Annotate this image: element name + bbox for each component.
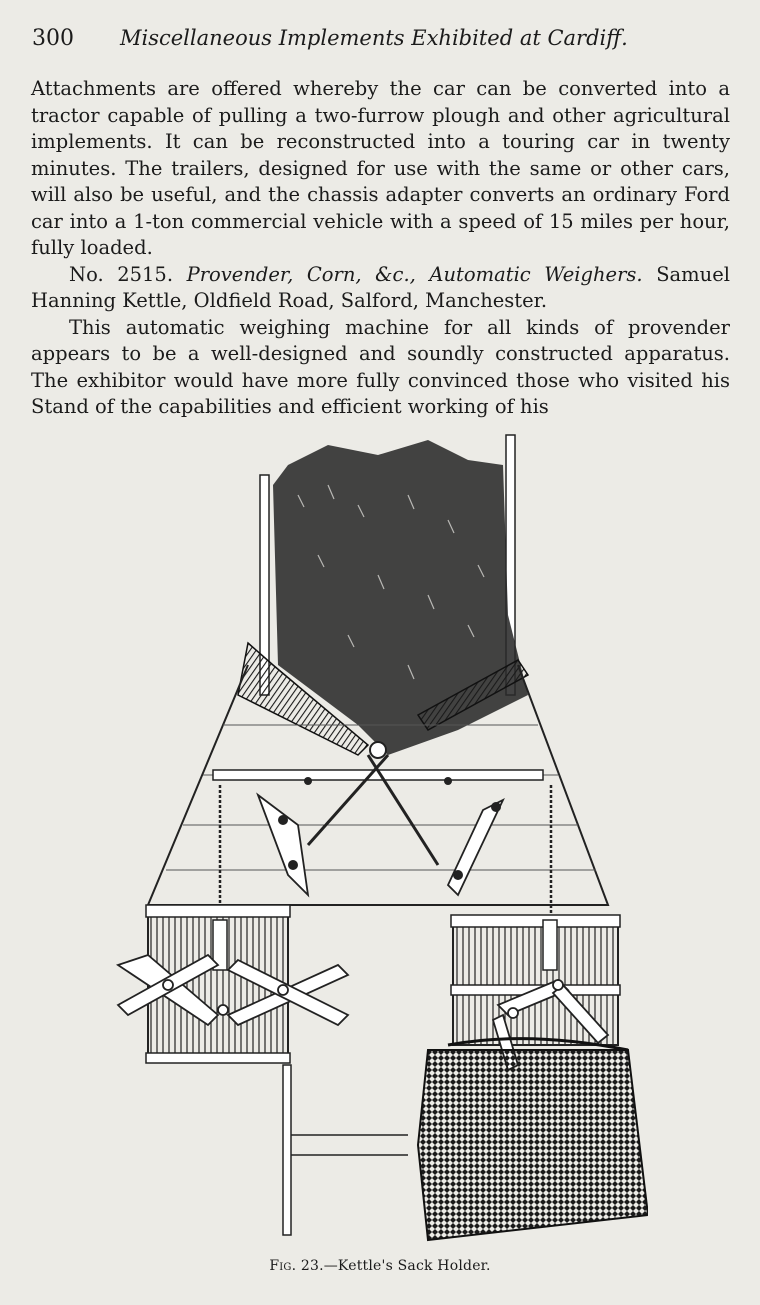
running-title: Miscellaneous Implements Exhibited at Cardiff. [120,26,628,50]
entry-title: Provender, Corn, &c., Automatic Weighers. [186,262,643,286]
body-text [31,76,730,421]
figure-caption-text: —Kettle's Sack Holder. [323,1258,491,1274]
entry-heading [31,262,730,315]
figure-caption [0,1258,760,1274]
paragraph-weighing-machine: This automatic weighing machine for all kinds of provender appears to be a well-designed and soundly constructed apparatus. The exhibitor would have more fully convinced those who visited his Stand of the capabilities and efficient working of his [31,315,730,418]
page-number: 300 [32,26,74,51]
running-header [32,26,732,56]
entry-exhibitor: Samuel Hanning Kettle, Oldfield Road, Salford, Manchester. [31,262,730,312]
figure-caption-label: Fig. 23. [269,1258,324,1274]
entry-number: No. 2515. [69,262,174,286]
sack-holder-illustration [108,425,648,1245]
paragraph-attachments: Attachments are offered whereby the car can be converted into a tractor capable of pulling a two-furrow plough and other agricultural implements. It can be reconstructed into a touring car in twenty minutes. The trailers, designed for use with the same or other cars, will also be useful, and the chassis adapter converts an ordinary Ford car into a 1-ton commercial vehicle with a speed of 15 miles per hour, fully loaded. [31,77,730,259]
